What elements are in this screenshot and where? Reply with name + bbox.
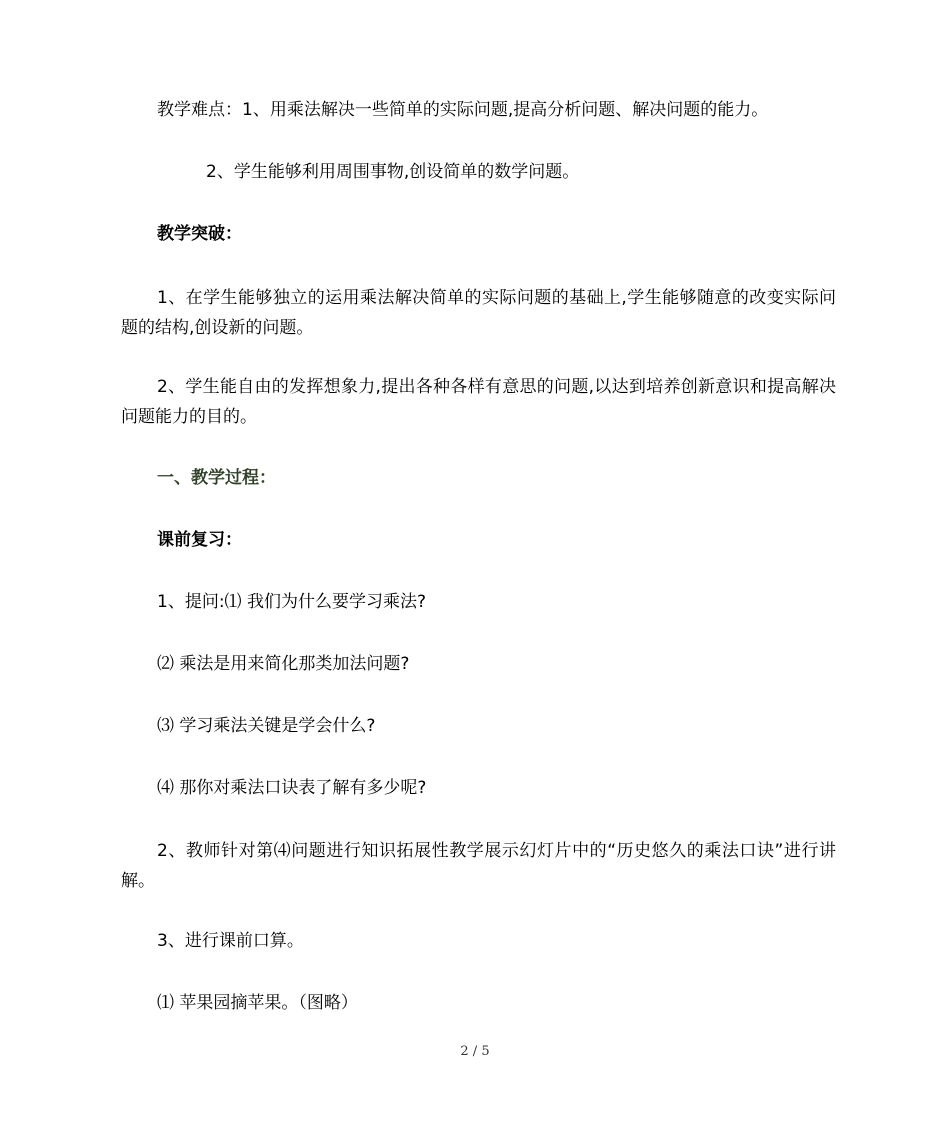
- breakthrough-paragraph-1: 1、在学生能够独立的运用乘法解决简单的实际问题的基础上,学生能够随意的改变实际问题的结构,创设新的问题。: [121, 288, 836, 338]
- page-number: 2 / 5: [460, 1044, 490, 1059]
- teaching-difficulty-2: 2、学生能够利用周围事物,创设简单的数学问题。: [206, 162, 580, 182]
- review-question-1: 1、提问:⑴ 我们为什么要学习乘法?: [157, 592, 426, 612]
- review-question-3: ⑶ 学习乘法关键是学会什么?: [157, 716, 376, 736]
- teacher-explanation-paragraph: 2、教师针对第⑷问题进行知识拓展性教学展示幻灯片中的“历史悠久的乘法口诀”进行讲解。: [121, 841, 836, 891]
- review-question-4: ⑷ 那你对乘法口诀表了解有多少呢?: [157, 778, 427, 798]
- teaching-difficulty-1: 教学难点：1、用乘法解决一些简单的实际问题,提高分析问题、解决问题的能力。: [157, 100, 769, 120]
- teaching-process-heading: 一、教学过程：: [157, 468, 276, 488]
- breakthrough-heading: 教学突破：: [157, 224, 242, 244]
- pre-class-review-heading: 课前复习：: [157, 530, 242, 550]
- breakthrough-paragraph-2: 2、学生能自由的发挥想象力,提出各种各样有意思的问题,以达到培养创新意识和提高解决问题能力的目的。: [121, 377, 836, 427]
- review-question-2: ⑵ 乘法是用来简化那类加法问题?: [157, 654, 410, 674]
- apple-orchard-item: ⑴ 苹果园摘苹果。（图略）: [157, 993, 358, 1013]
- oral-calculation-item: 3、进行课前口算。: [157, 931, 304, 951]
